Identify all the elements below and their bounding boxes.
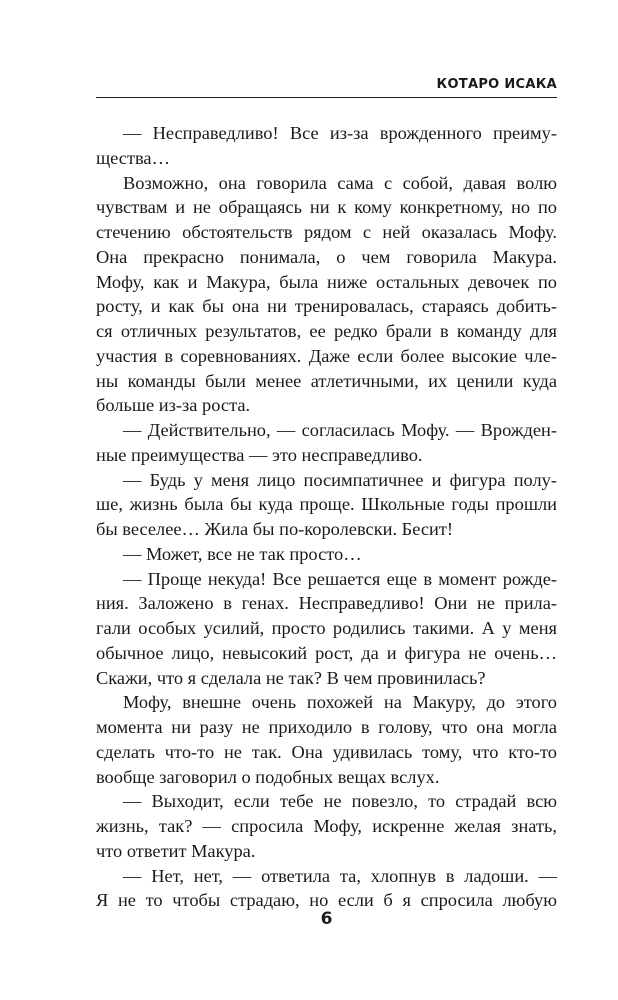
text-line: ше, жизнь была бы куда проще. Школьные годы прошли: [96, 494, 557, 515]
text-line: чувствам и не обращаясь ни к кому конкретному, но по: [96, 197, 557, 218]
text-line: Скажи, что я сделала не так? В чем провинилась?: [96, 667, 486, 688]
text-line: Она прекрасно понимала, о чем говорила Макура.: [96, 246, 557, 267]
text-line: ся отличных результатов, ее редко брали в команду для: [96, 321, 557, 341]
text-line: — Нет, нет, — ответила та, хлопнув в ладоши. —: [123, 865, 557, 886]
text-line: Я не то чтобы страдаю, но если б я спросила любую: [96, 890, 557, 911]
text-line: — Может, все не так просто…: [123, 543, 362, 564]
text-line: бы веселее… Жила бы по-королевски. Бесит!: [96, 519, 454, 539]
page-number: 6: [320, 909, 333, 929]
text-line: стечению обстоятельств рядом с ней оказалась Мофу.: [96, 222, 557, 242]
text-line: щества…: [96, 147, 170, 168]
text-line: Мофу, как и Макура, была ниже остальных девочек по: [96, 271, 557, 292]
header-rule: [96, 97, 557, 98]
text-line: что ответит Макура.: [96, 840, 256, 861]
text-line: момента ни разу не приходило в голову, что она могла: [96, 717, 557, 737]
text-line: — Проще некуда! Все решается еще в момент рожде-: [123, 568, 557, 589]
text-line: вообще заговорил о подобных вещах вслух.: [96, 766, 440, 787]
text-line: участия в соревнованиях. Даже если более высокие чле-: [96, 345, 557, 366]
text-line: — Будь у меня лицо посимпатичнее и фигура полу-: [123, 469, 557, 490]
text-line: обычное лицо, невысокий рост, да и фигура не очень…: [96, 642, 557, 663]
text-line: ны команды были менее атлетичными, их ценили куда: [96, 370, 557, 391]
text-line: жизнь, так? — спросила Мофу, искренне желая знать,: [96, 816, 557, 836]
text-line: — Действительно, — согласилась Мофу. — Врожден-: [123, 420, 557, 440]
running-head: КОТАРО ИСАКА: [436, 77, 557, 92]
body-text: [96, 121, 557, 913]
text-line: больше из-за роста.: [96, 395, 251, 416]
text-line: сделать что-то не так. Она удивилась тому, что кто-то: [96, 741, 557, 762]
text-line: ные преимущества — это несправедливо.: [96, 444, 423, 465]
text-line: росту, и как бы она ни тренировалась, стараясь добить-: [96, 296, 557, 317]
text-line: — Несправедливо! Все из-за врожденного преиму-: [123, 123, 557, 143]
text-line: гали особых усилий, просто родились такими. А у меня: [96, 618, 557, 638]
text-line: — Выходит, если тебе не повезло, то страдай всю: [123, 791, 557, 812]
text-line: Мофу, внешне очень похожей на Макуру, до этого: [123, 692, 557, 713]
text-line: Возможно, она говорила сама с собой, давая волю: [123, 172, 557, 193]
text-line: ния. Заложено в генах. Несправедливо! Они не прила-: [96, 593, 557, 614]
